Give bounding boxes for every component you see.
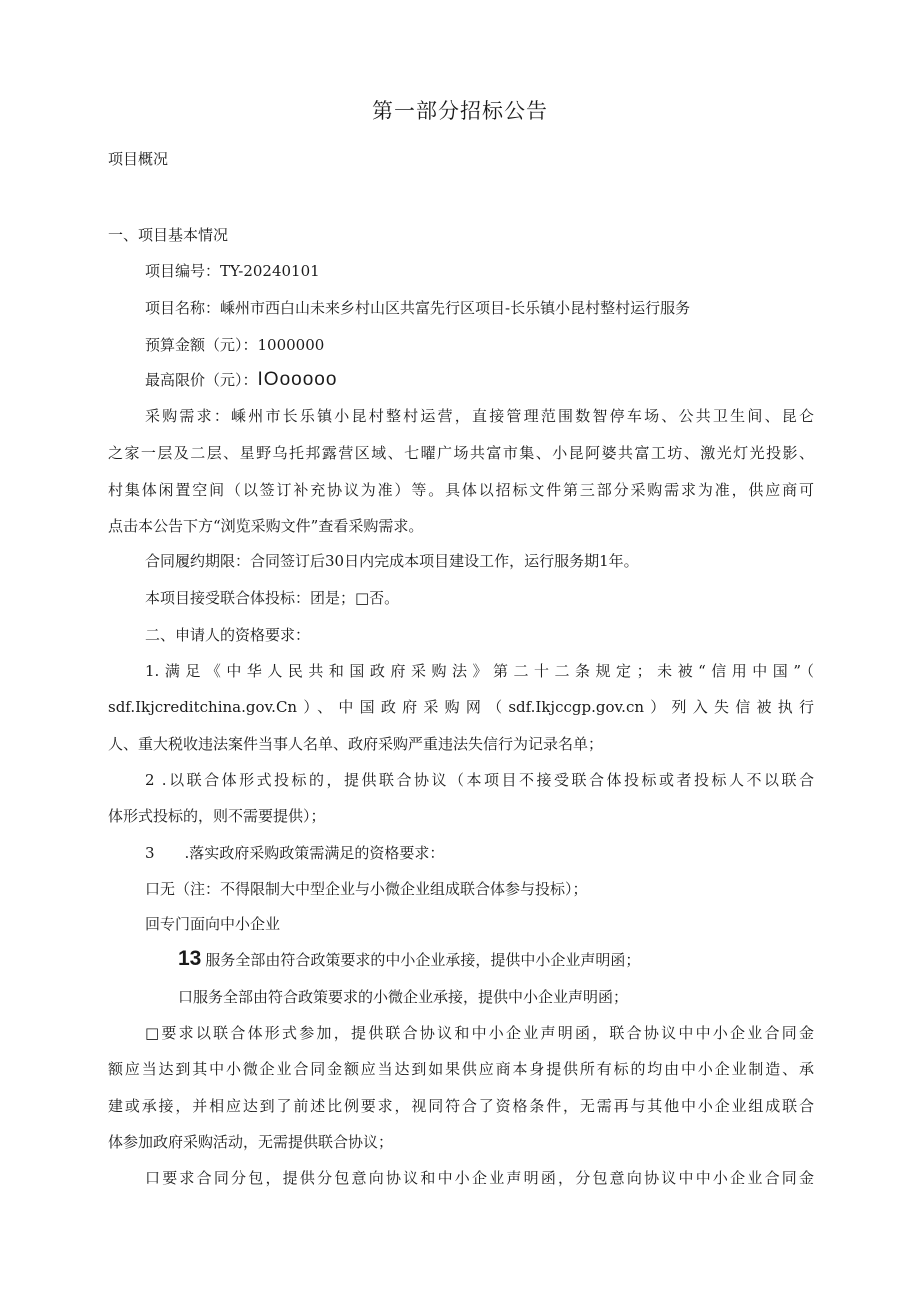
req2-line-1: 2 .以联合体形式投标的，提供联合协议（本项目不接受联合体投标或者投标人不以联合 [145,771,814,789]
req2-line-2: 体形式投标的，则不需要提供）； [108,807,326,825]
option-sme-a-text: 服务全部由符合政策要求的中小企业承接，提供中小企业声明函； [205,951,641,969]
max-price [145,369,814,391]
option-joint-line-4: 体参加政府采购活动，无需提供联合协议； [108,1133,394,1151]
demand-line-2: 之家一层及二层、星野乌托邦露营区域、七曜广场共富市集、小昆阿婆共富工坊、激光灯光投影、 [108,444,814,462]
demand-line-1: 采购需求：嵊州市长乐镇小昆村整村运营，直接管理范围数智停车场、公共卫生间、昆仑 [145,407,814,425]
overview-label: 项目概况 [108,150,169,168]
option-none: 口无（注：不得限制大中型企业与小微企业组成联合体参与投标）； [145,880,588,898]
option-subcontract-line-1: 口要求合同分包，提供分包意向协议和中小企业声明函，分包意向协议中中小企业合同金 [145,1169,814,1187]
contract-period: 合同履约期限：合同签订后30日内完成本项目建设工作，运行服务期1年。 [145,552,639,570]
section1-heading: 一、项目基本情况 [108,226,229,244]
budget-amount: 预算金额（元）：1000000 [145,336,325,354]
max-price-value: IOooooo [257,369,338,390]
option-sme-a-number: 13 [178,948,202,970]
document-title: 第一部分招标公告 [372,99,548,123]
option-joint-line-1: □要求以联合体形式参加，提供联合协议和中小企业声明函，联合协议中中小企业合同金 [145,1024,814,1042]
option-joint-line-2: 额应当达到其中小微企业合同金额应当达到如果供应商本身提供所有标的均由中小企业制造、承 [108,1060,814,1078]
req1-line-3: 人、重大税收违法案件当事人名单、政府采购严重违法失信行为记录名单； [108,735,604,753]
demand-line-3: 村集体闲置空间（以签订补充协议为准）等。具体以招标文件第三部分采购需求为准，供应商可 [108,481,814,499]
project-number: 项目编号：TY-20240101 [145,262,320,280]
req3-line: 3 .落实政府采购政策需满足的资格要求： [145,844,445,862]
project-name: 项目名称：嵊州市西白山未来乡村山区共富先行区项目-长乐镇小昆村整村运行服务 [145,299,691,317]
option-sme-b: 口服务全部由符合政策要求的小微企业承接，提供中小企业声明函； [178,988,629,1006]
demand-line-4: 点击本公告下方“浏览采购文件”查看采购需求。 [108,517,424,535]
option-sme-a [178,948,814,971]
req1-line-1: 1.满足《中华人民共和国政府采购法》第二十二条规定；未被“信用中国”（ [145,662,814,680]
max-price-label: 最高限价（元）： [145,371,258,389]
option-joint-line-3: 建或承接，并相应达到了前述比例要求，视同符合了资格条件，无需再与其他中小企业组成联合 [108,1097,814,1115]
consortium-note: 本项目接受联合体投标：团是；□否。 [145,589,400,607]
req1-line-2: sdf.Ikjcreditchina.gov.Cn）、中国政府采购网（sdf.Ikjccgp.gov.cn）列入失信被执行 [108,698,814,716]
section2-heading: 二、申请人的资格要求： [145,626,311,644]
option-sme: 回专门面向中小企业 [145,915,281,933]
